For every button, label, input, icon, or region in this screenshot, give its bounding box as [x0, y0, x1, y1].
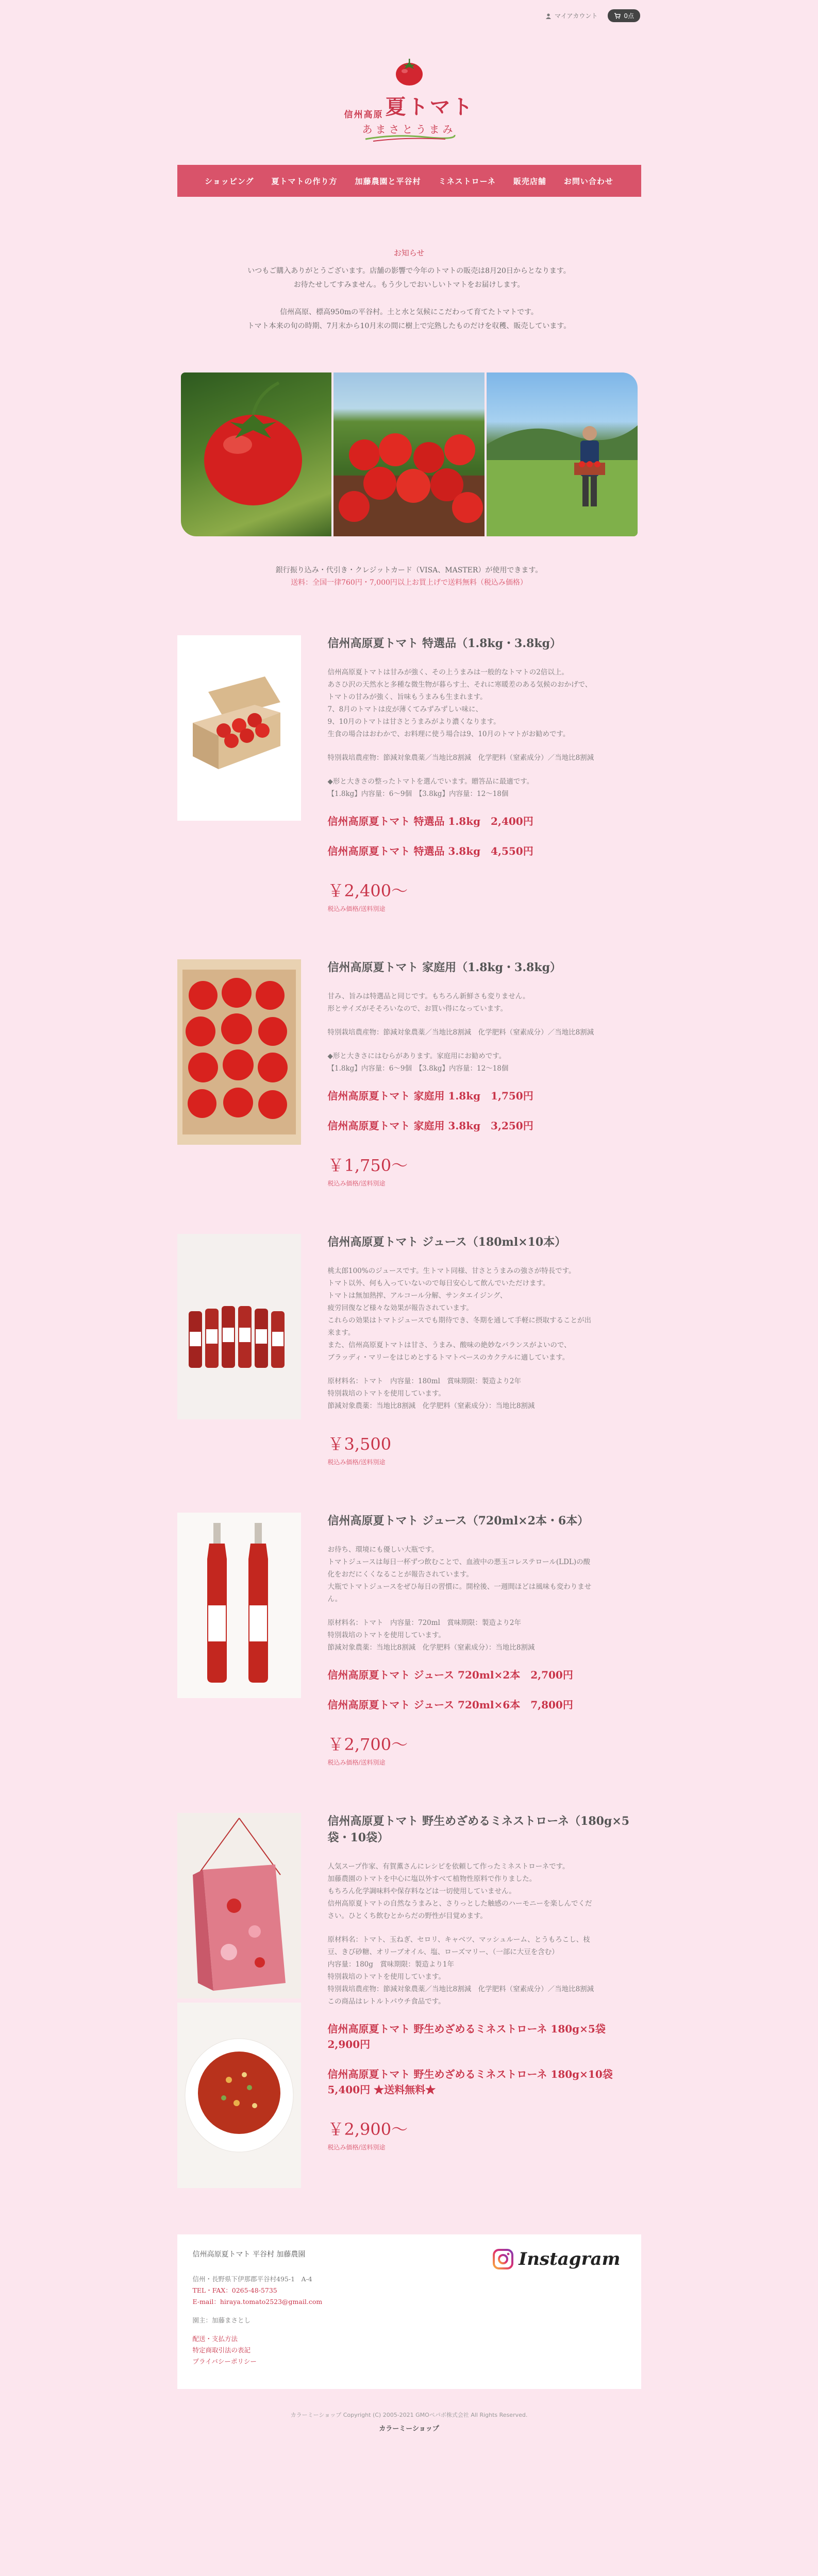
- instagram-wordmark: Instagram: [519, 2249, 621, 2269]
- product-item: [177, 1513, 641, 1767]
- desc-line: これらの効果はトマトジュースでも期待でき、冬期を通して手軽に摂取することが出: [327, 1316, 592, 1325]
- nav-how-to-grow[interactable]: 夏トマトの作り方: [271, 176, 338, 186]
- desc-line: トマトの甘みが強く、旨味もうまみも生まれます。: [327, 693, 487, 701]
- desc-line: 特別栽培農産物：節減対象農薬／当地比8割減 化学肥料（窒素成分）／当地比8割減: [327, 754, 594, 762]
- desc-line: 原材料名：トマト、玉ねぎ、セロリ、キャベツ、マッシュルーム、とうもろこし、枝: [327, 1936, 590, 1944]
- desc-line: さい。ひとくち飲むとからだの野性が目覚めます。: [327, 1912, 487, 1920]
- tax-note: 税込み価格/送料別途: [327, 905, 386, 912]
- product-item: [177, 1813, 641, 2188]
- product-image-minestrone-package[interactable]: [177, 1813, 301, 1998]
- product-description: [328, 990, 641, 1075]
- account-label: マイアカウント: [555, 12, 598, 20]
- tomato-photo-illustration: [181, 372, 332, 536]
- variant-link[interactable]: 信州高原夏トマト ジュース 720ml×2本 2,700円: [327, 1669, 573, 1681]
- variant-link[interactable]: 信州高原夏トマト 特選品 3.8kg 4,550円: [327, 845, 533, 857]
- variant-link[interactable]: 信州高原夏トマト ジュース 720ml×6本 7,800円: [327, 1699, 573, 1711]
- footer-card: [177, 2234, 641, 2389]
- desc-line: 加藤農園のトマトを中心に塩以外すべて植物性原料で作りました。: [327, 1875, 537, 1883]
- product-variants: [328, 1667, 641, 1713]
- user-icon: [545, 13, 552, 19]
- desc-line: ◆形と大きさの整ったトマトを選んでいます。贈答品に最適です。: [327, 777, 534, 786]
- desc-line: 特別栽培のトマトを使用しています。: [327, 1631, 445, 1639]
- logo-main: 夏トマト: [385, 95, 474, 119]
- desc-line: ブラッディ・マリーをはじめとするトマトベースのカクテルに適しています。: [327, 1353, 570, 1362]
- product-price: ￥2,700〜: [327, 1735, 408, 1754]
- nav-shopping[interactable]: ショッピング: [205, 176, 254, 186]
- desc-line: 内容量：180g 賞味期限：製造より1年: [327, 1960, 454, 1969]
- footer-email[interactable]: E-mail：hiraya.tomato2523@gmail.com: [192, 2298, 323, 2306]
- product-price: ￥2,400〜: [327, 881, 408, 901]
- product-variants: [328, 2021, 641, 2097]
- hero-gallery: [181, 372, 638, 536]
- desc-line: あさひ沢の天然水と多種な微生物が暮らす土、それに寒暖差のある気候のおかげで、: [327, 681, 592, 689]
- payment-methods: 銀行振り込み・代引き・クレジットカード（VISA、MASTER）が使用できます。: [275, 566, 543, 574]
- instagram-link[interactable]: [493, 2249, 620, 2269]
- cart-button[interactable]: [608, 9, 640, 22]
- logo-kana: あまさとうまみ: [362, 123, 456, 135]
- payment-info: [0, 564, 818, 589]
- hero-photo-farmer-in-field: [487, 372, 638, 536]
- desc-line: 特別栽培のトマトを使用しています。: [327, 1973, 445, 1981]
- hero-photo-tomato-on-vine: [181, 372, 332, 536]
- desc-line: もちろん化学調味料や保存料などは一切使用していません。: [327, 1887, 516, 1895]
- desc-line: 【1.8kg】内容量：6〜9個 【3.8kg】内容量：12〜18個: [327, 1064, 509, 1073]
- desc-line: トマトジュースは毎日一杯ずつ飲むことで、血液中の悪玉コレステロール(LDL)の酸: [327, 1558, 591, 1566]
- product-title[interactable]: 信州高原夏トマト 家庭用（1.8kg・3.8kg）: [327, 961, 561, 974]
- variant-link[interactable]: 信州高原夏トマト 野生めざめるミネストローネ 180g×5袋 2,900円: [327, 2023, 616, 2050]
- crate-illustration: [177, 959, 301, 1145]
- desc-line: 桃太郎100%のジュースです。生トマト同様、甘さとうまみの強さが特長です。: [327, 1267, 576, 1275]
- desc-line: 形とサイズがそそろいなので、お買い得になっています。: [327, 1005, 508, 1013]
- product-price: ￥3,500: [327, 1434, 392, 1454]
- logo-sub: 信州高原: [344, 110, 383, 120]
- footer-address: 信州・長野県下伊那郡平谷村495-1 A-4: [192, 2275, 312, 2283]
- footer-shop-name: 信州高原夏トマト 平谷村 加藤農園: [192, 2250, 306, 2259]
- nav-farm-and-village[interactable]: 加藤農園と平谷村: [355, 176, 421, 186]
- product-title[interactable]: 信州高原夏トマト 野生めざめるミネストローネ（180g×5袋・10袋）: [327, 1815, 630, 1844]
- tax-note: 税込み価格/送料別途: [327, 1759, 386, 1766]
- product-title[interactable]: 信州高原夏トマト ジュース（180ml×10本）: [327, 1235, 566, 1249]
- nav-contact[interactable]: お問い合わせ: [563, 176, 613, 186]
- tomato-logo-icon: [393, 57, 425, 87]
- desc-line: 9、10月のトマトは甘さとうまみがより濃くなります。: [327, 718, 500, 726]
- bowl-illustration: [177, 2003, 301, 2188]
- desc-line: トマト以外、何も入っていないので毎日安心して飲んでいただけます。: [327, 1279, 550, 1287]
- package-illustration: [177, 1813, 301, 1998]
- desc-line: 人気スープ作家、有賀薫さんにレシピを依頼して作ったミネストローネです。: [327, 1862, 570, 1871]
- product-title[interactable]: 信州高原夏トマト 特選品（1.8kg・3.8kg）: [327, 637, 561, 650]
- desc-line: 節減対象農薬：当地比8割減 化学肥料（窒素成分）：当地比8割減: [327, 1643, 535, 1652]
- footer-owner: 園主：加藤まさとし: [192, 2316, 251, 2324]
- desc-line: 生食の場合はおわかで、お料理に使う場合は9、10月のトマトがお勧めです。: [327, 730, 570, 738]
- desc-line: 特別栽培農産物：節減対象農薬／当地比8割減 化学肥料（窒素成分）／当地比8割減: [327, 1985, 594, 1993]
- shipping-info: 送料：全国一律760円・7,000円以上お買上げで送料無料（税込み価格）: [291, 579, 527, 587]
- box-illustration: [177, 635, 301, 821]
- footer-link-shipping-payment[interactable]: 配送・支払方法: [192, 2335, 238, 2343]
- cart-count: 0点: [624, 12, 634, 20]
- cart-icon: [614, 13, 621, 19]
- topbar: [0, 0, 818, 31]
- desc-line: 来ます。: [327, 1329, 355, 1337]
- product-price: ￥2,900〜: [327, 2120, 408, 2139]
- desc-line: 原材料名：トマト 内容量：720ml 賞味期限：製造より2年: [327, 1619, 521, 1627]
- tax-note: 税込み価格/送料別途: [327, 1459, 386, 1466]
- colorme-logo[interactable]: カラーミーショップ: [379, 2425, 439, 2433]
- product-description: [328, 666, 641, 800]
- desc-line: 信州高原夏トマトは甘みが強く、その上うまみは一般的なトマトの2倍以上。: [327, 668, 569, 676]
- desc-line: ◆形と大きさにはむらがあります。家庭用にお勧めです。: [327, 1052, 506, 1060]
- notice-section: [0, 246, 818, 333]
- desc-line: 信州高原夏トマトの自然なうまみと、さりっとした触感のハーモニーを楽しんでくだ: [327, 1900, 592, 1908]
- nav-minestrone[interactable]: ミネストローネ: [438, 176, 496, 186]
- product-description: [328, 1544, 641, 1654]
- variant-link[interactable]: 信州高原夏トマト 特選品 1.8kg 2,400円: [327, 815, 533, 827]
- hero-photo-tomatoes-in-crate: [333, 372, 485, 536]
- farmer-photo-illustration: [487, 372, 638, 536]
- product-list: [177, 635, 641, 2188]
- product-image-premium-box[interactable]: [177, 635, 301, 821]
- notice-line: お待たせしてすみません。もう少しでおいしいトマトをお届けします。: [293, 281, 525, 289]
- footer-tel: TEL・FAX：0265-48-5735: [192, 2286, 277, 2294]
- footer-link-legal-notice[interactable]: 特定商取引法の表記: [192, 2346, 251, 2354]
- crate-photo-illustration: [333, 372, 485, 536]
- desc-line: ん。: [327, 1595, 342, 1603]
- product-description: [328, 1860, 641, 2008]
- product-image-juice-large[interactable]: [177, 1513, 301, 1698]
- desc-line: 節減対象農薬：当地比8割減 化学肥料（窒素成分）：当地比8割減: [327, 1402, 535, 1410]
- desc-line: トマトは無加熱搾、アルコール分解、サンタエイジング、: [327, 1292, 507, 1300]
- product-item: [177, 1234, 641, 1466]
- variant-link[interactable]: 信州高原夏トマト 家庭用 1.8kg 1,750円: [327, 1090, 533, 1102]
- large-bottles-illustration: [177, 1513, 301, 1698]
- product-item: [177, 635, 641, 913]
- variant-link[interactable]: 信州高原夏トマト 野生めざめるミネストローネ 180g×10袋 5,400円 ★送料無料★: [327, 2068, 623, 2096]
- desc-line: 【1.8kg】内容量：6〜9個 【3.8kg】内容量：12〜18個: [327, 790, 509, 798]
- desc-line: 豆、きび砂糖、オリーブオイル、塩、ローズマリー、（一部に大豆を含む）: [327, 1948, 559, 1956]
- desc-line: 化をおだにくくなることが報告されています。: [327, 1570, 473, 1579]
- notice-line: いつもご購入ありがとうございます。店舗の影響で今年のトマトの販売は8月20日からとなります。: [247, 267, 571, 275]
- desc-line: 疲労回復など様々な効果が報告されています。: [327, 1304, 473, 1312]
- tax-note: 税込み価格/送料別途: [327, 2144, 386, 2151]
- desc-line: 特別栽培のトマトを使用しています。: [327, 1389, 445, 1398]
- footer-link-privacy-policy[interactable]: プライバシーポリシー: [192, 2358, 257, 2365]
- product-image-juice-small[interactable]: [177, 1234, 301, 1419]
- nav-stores[interactable]: 販売店舗: [513, 176, 546, 186]
- site-logo[interactable]: [0, 57, 818, 155]
- my-account-link[interactable]: [545, 11, 597, 20]
- instagram-icon: [493, 2249, 513, 2269]
- desc-line: 原材料名：トマト 内容量：180ml 賞味期限：製造より2年: [327, 1377, 521, 1385]
- copyright: カラーミーショップ Copyright (C) 2005-2021 GMOペパボ株式会社 All Rights Reserved.: [290, 2412, 528, 2418]
- desc-line: 甘み、旨みは特選品と同じです。もちろん新鮮さも変りません。: [327, 992, 530, 1001]
- intro-line: トマト本来の旬の時期、7月末から10月末の間に樹上で完熟したものだけを収穫、販売しています。: [247, 322, 571, 330]
- notice-title: お知らせ: [393, 248, 425, 258]
- variant-link[interactable]: 信州高原夏トマト 家庭用 3.8kg 3,250円: [327, 1120, 533, 1132]
- product-description: [328, 1265, 641, 1412]
- product-title[interactable]: 信州高原夏トマト ジュース（720ml×2本・6本）: [327, 1514, 589, 1528]
- desc-line: この商品はレトルトパウチ食品です。: [327, 1997, 445, 2006]
- logo-underline-decoration: [363, 132, 456, 142]
- desc-line: また、信州高原夏トマトは甘さ、うまみ、酸味の絶妙なバランスがよいので、: [327, 1341, 571, 1349]
- bottles-illustration: [177, 1234, 301, 1419]
- desc-line: 特別栽培農産物：節減対象農薬／当地比8割減 化学肥料（窒素成分）／当地比8割減: [327, 1028, 594, 1037]
- global-nav: [177, 165, 641, 197]
- product-image-minestrone-bowl[interactable]: [177, 2003, 301, 2188]
- desc-line: 大瓶でトマトジュースをぜひ毎日の習慣に。開栓後、一週間ほどは風味も変わりませ: [327, 1583, 592, 1591]
- product-price: ￥1,750〜: [327, 1156, 408, 1175]
- product-variants: [328, 814, 641, 859]
- product-image-home-box[interactable]: [177, 959, 301, 1145]
- product-item: [177, 959, 641, 1188]
- tax-note: 税込み価格/送料別途: [327, 1180, 386, 1187]
- desc-line: 7、8月のトマトは皮が薄くてみずみずしい味に、: [327, 705, 483, 714]
- intro-line: 信州高原、標高950mの平谷村。土と水と気候にこだわって育てたトマトです。: [280, 308, 538, 316]
- desc-line: お待ち、環境にも優しい大瓶です。: [327, 1546, 439, 1554]
- product-variants: [328, 1088, 641, 1133]
